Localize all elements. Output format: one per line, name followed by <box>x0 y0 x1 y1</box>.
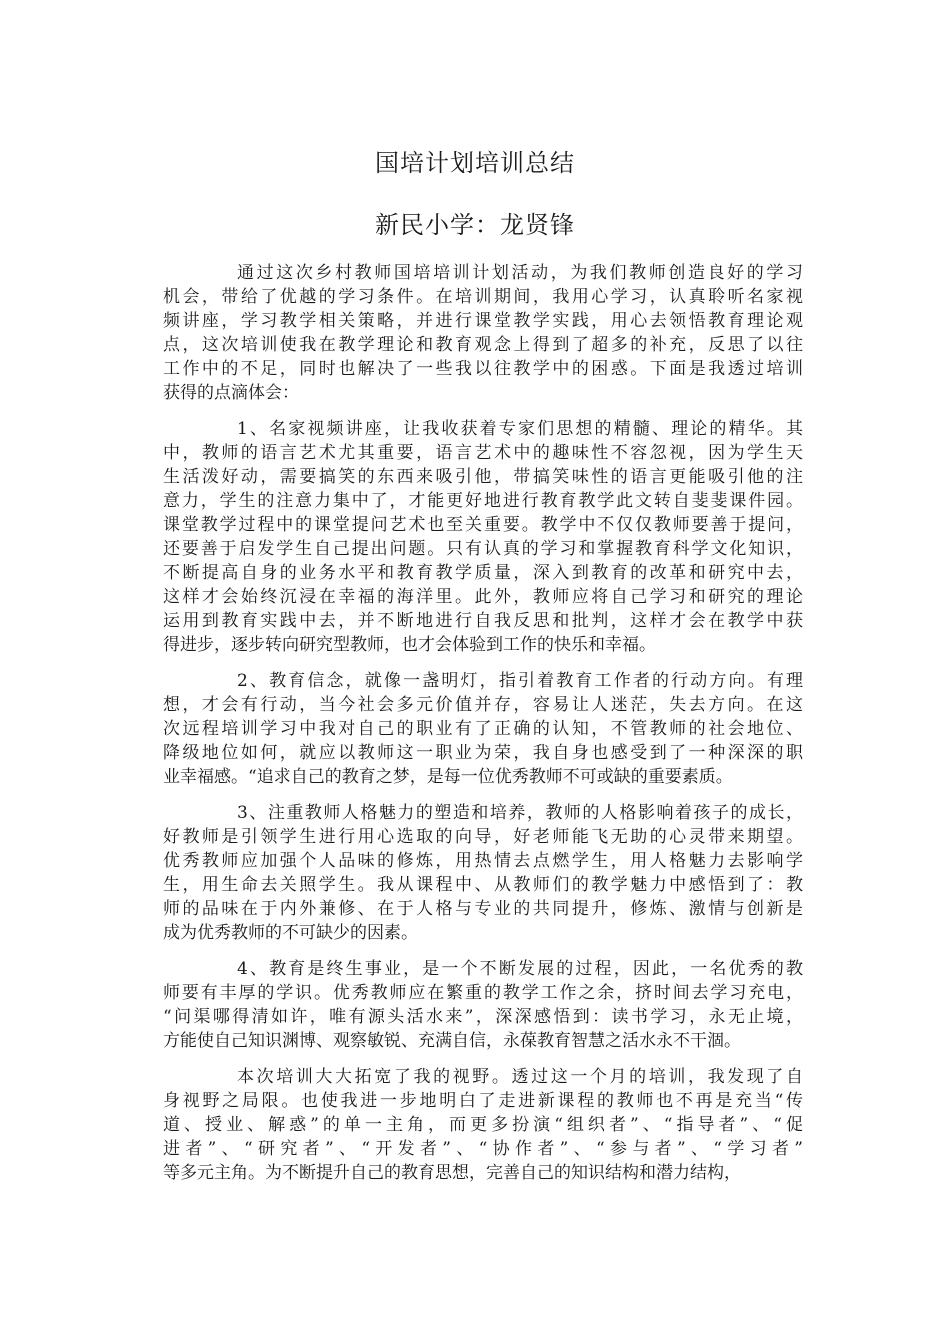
paragraph-line: 降级地位如何，就应以教师这一职业为荣，我自身也感受到了一种深深的职 <box>163 743 803 763</box>
paragraph-line: 1、名家视频讲座，让我收获着专家们思想的精髓、理论的精华。其 <box>237 419 803 439</box>
paragraph <box>163 957 803 1053</box>
paragraph-line: 课堂教学过程中的课堂提问艺术也至关重要。教学中不仅仅教师要善于提问， <box>163 515 803 535</box>
paragraph-line: 运用到教育实践中去，并不断地进行自我反思和批判，这样才会在教学中获 <box>163 611 803 631</box>
paragraph-line: 生活泼好动，需要搞笑的东西来吸引他，带搞笑味性的语言更能吸引他的注 <box>163 467 803 487</box>
paragraph-line: 等多元主角。为不断提升自己的教育思想，完善自己的知识结构和潜力结构， <box>163 1163 741 1183</box>
paragraph-line: 通过这次乡村教师国培培训计划活动，为我们教师创造良好的学习 <box>237 263 803 283</box>
paragraph-line: 工作中的不足，同时也解决了一些我以往教学中的困惑。下面是我透过培训 <box>163 359 803 379</box>
paragraph-line: 道、授业、解惑”的单一主角，而更多扮演“组织者”、“指导者”、“促 <box>163 1115 803 1135</box>
paragraph-line: 师要有丰厚的学识。优秀教师应在繁重的教学工作之余，挤时间去学习充电， <box>163 983 803 1003</box>
paragraph-line: 生，用生命去关照学生。我从课程中、从教师们的教学魅力中感悟到了：教 <box>163 875 803 895</box>
paragraph-line: 这样才会始终沉浸在幸福的海洋里。此外，教师应将自己学习和研究的理论 <box>163 587 803 607</box>
paragraph-line: 方能使自己知识渊博、观察敏锐、充满自信，永葆教育智慧之活水永不干涸。 <box>163 1031 741 1051</box>
document-subtitle: 新民小学：龙贤锋 <box>375 211 575 239</box>
paragraph-line: 机会，带给了优越的学习条件。在培训期间，我用心学习，认真聆听名家视 <box>163 287 803 307</box>
paragraph-line: 2、教育信念，就像一盏明灯，指引着教育工作者的行动方向。有理 <box>237 671 803 691</box>
paragraph-line: 3、注重教师人格魅力的塑造和培养，教师的人格影响着孩子的成长， <box>237 803 803 823</box>
paragraph-line: 身视野之局限。也使我进一步地明白了走进新课程的教师也不再是充当“传 <box>163 1091 803 1111</box>
paragraph <box>163 669 803 789</box>
document-body <box>163 261 803 1197</box>
paragraph-line: 想，才会有行动，当今社会多元价值并存，容易让人迷茫，失去方向。在这 <box>163 695 803 715</box>
paragraph-line: 频讲座，学习教学相关策略，并进行课堂教学实践，用心去领悟教育理论观 <box>163 311 803 331</box>
document-title: 国培计划培训总结 <box>375 149 575 177</box>
paragraph-line: 业幸福感。“追求自己的教育之梦，是每一位优秀教师不可或缺的重要素质。 <box>163 767 733 787</box>
paragraph-line: 进者”、“研究者”、“开发者”、“协作者”、“参与者”、“学习者” <box>163 1139 803 1159</box>
paragraph <box>163 1065 803 1185</box>
paragraph-line: 获得的点滴体会： <box>163 383 299 403</box>
paragraph-line: 得进步，逐步转向研究型教师，也才会体验到工作的快乐和幸福。 <box>163 635 656 655</box>
paragraph-line: 次远程培训学习中我对自己的职业有了正确的认知，不管教师的社会地位、 <box>163 719 803 739</box>
paragraph-line: 好教师是引领学生进行用心选取的向导，好老师能飞无助的心灵带来期望。 <box>163 827 803 847</box>
paragraph-line: 不断提高自身的业务水平和教育教学质量，深入到教育的改革和研究中去， <box>163 563 803 583</box>
paragraph-line: 优秀教师应加强个人品味的修炼，用热情去点燃学生，用人格魅力去影响学 <box>163 851 803 871</box>
paragraph-line: 4、教育是终生事业，是一个不断发展的过程，因此，一名优秀的教 <box>237 959 803 979</box>
paragraph-line: 意力，学生的注意力集中了，才能更好地进行教育教学此文转自斐斐课件园。 <box>163 491 803 511</box>
paragraph-line: 还要善于启发学生自己提出问题。只有认真的学习和掌握教育科学文化知识， <box>163 539 803 559</box>
paragraph-line: 成为优秀教师的不可缺少的因素。 <box>163 923 418 943</box>
paragraph-line: 本次培训大大拓宽了我的视野。透过这一个月的培训，我发现了自 <box>237 1067 803 1087</box>
paragraph <box>163 261 803 405</box>
paragraph-line: 中，教师的语言艺术尤其重要，语言艺术中的趣味性不容忽视，因为学生天 <box>163 443 803 463</box>
paragraph-line: 点，这次培训使我在教学理论和教育观念上得到了超多的补充，反思了以往 <box>163 335 803 355</box>
paragraph-line: 师的品味在于内外兼修、在于人格与专业的共同提升，修炼、激情与创新是 <box>163 899 803 919</box>
paragraph-line: “问渠哪得清如许，唯有源头活水来”，深深感悟到：读书学习，永无止境， <box>163 1007 803 1027</box>
paragraph <box>163 801 803 945</box>
paragraph <box>163 417 803 657</box>
